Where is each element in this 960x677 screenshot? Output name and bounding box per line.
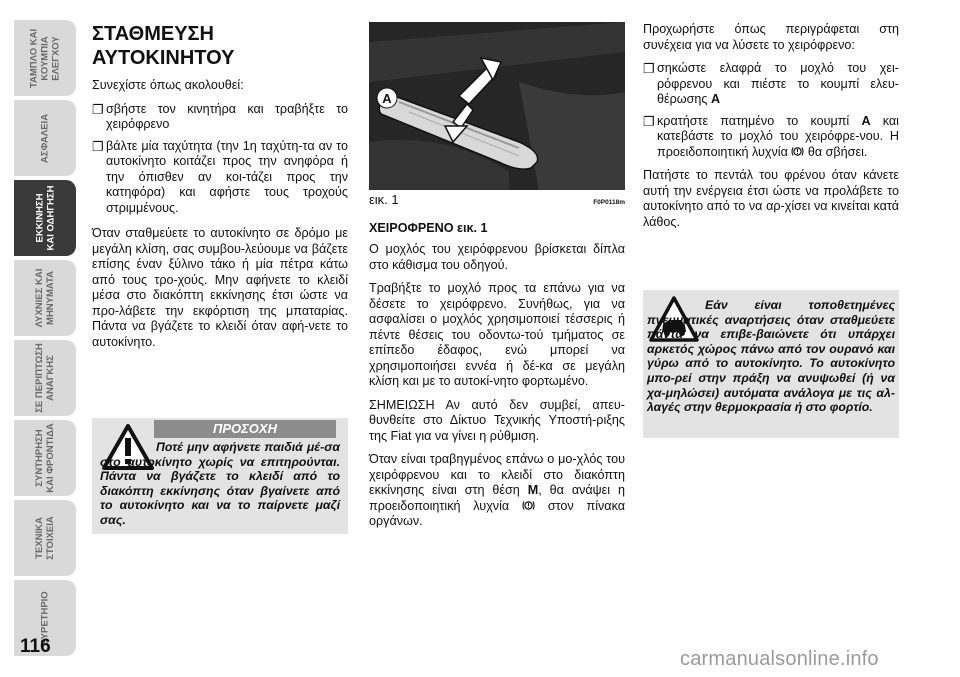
column-handbrake [369,22,625,538]
paragraph: Τραβήξτε το μοχλό προς τα επάνω για να δέσετε το χειρόφρενο. Συνήθως, για να ασφαλίσει ο μοχλός χρησιμοποιεί τέσσερις ή πέντε θέσεις του οδοντω-τού τμήματος σε επίπεδο έδαφος, ενώ μπορεί να χρησιμοποιήσει εννέα ή δέ-κα σε μεγάλη κλίση και με το αυτοκί-νητο φορτωμένο. [369,281,625,388]
list-item: ❐ σηκώστε ελαφρά το μοχλό του χει-ρόφρενου και πιέστε το κουμπί ελευ-θέρωσης A [643,61,899,106]
list-item: ❐ βάλτε μία ταχύτητα (την 1η ταχύτη-τα αν το αυτοκίνητο κοιτάζει προς την ανηφόρα ή την όπισθεν αν κοι-τάζει προς την κατηφόρα) και αφήστε τους τροχούς στριμμένους. [92,138,348,215]
figure-caption-row [369,192,625,211]
watermark: carmanualsonline.info [680,648,879,670]
intro-text: Συνεχίστε όπως ακολουθεί: [92,78,244,92]
tab-safety[interactable]: ΑΣΦΑΛΕΙΑ [14,100,76,176]
figure-caption: εικ. 1 [369,192,399,207]
tab-index[interactable]: ΕΥΡΕΤΗΡΙΟ [14,580,76,656]
warning-header: ΠΡΟΣΟΧΗ [154,420,336,438]
paragraph: Πατήστε το πεντάλ του φρένου όταν κάνετε αυτή την ενέργεια έτσι ώστε να προλάβετε το αυτοκίνητο από το να αρ-χίσει να κινείται κατά λάθος. [643,168,899,229]
tab-technical-data[interactable]: ΤΕΧΝΙΚΑ ΣΤΟΙΧΕΙΑ [14,500,76,576]
paragraph: ΣΗΜΕΙΩΣΗ Αν αυτό δεν συμβεί, απευ-θυνθείτε στο Δίκτυο Τεχνικής Υποστή-ριξης της Fiat για να γίνει η ρύθμιση. [369,397,625,443]
warning-text: Ποτέ μην αφήνετε παιδιά μέ-σα στο αυτοκίνητο χωρίς να επιτηρούνται. Πάντα να βγάζετε το κλειδί από το διακόπτη εκκίνησης όταν βγαίνετε από το αυτοκίνητο και να το παίρνετε μαζί σας. [100,440,340,527]
section-title: ΣΤΑΘΜΕΥΣΗ ΑΥΤΟΚΙΝΗΤΟΥ [92,23,235,69]
tab-emergency[interactable]: ΣΕ ΠΕΡΙΠΤΩΣΗ ΑΝΑΓΚΗΣ [14,340,76,416]
note-text: Εάν είναι τοποθετημένες πνευματικές αναρτήσεις όταν σταθμεύετε πάντα να επιβε-βαιώνετε ότι υπάρχει αρκετός χώρος πάνω από τον ουρανό και γύρω από το αυτοκίνητο. Το αυτοκίνητο μπο-ρεί στην πράξη να ανυψωθεί (ή να χα-μηλώσει) αυτόματα ανάλογα με τις αλ-λαγές στην θερμοκρασία ή στο φορτίο. [647,298,895,415]
air-suspension-note [643,290,899,438]
column-release [643,22,899,238]
tab-maintenance[interactable]: ΣΥΝΤΗΡΗΣΗ ΚΑΙ ΦΡΟΝΤΙΔΑ [14,420,76,496]
list-item: ❐ κρατήστε πατημένο το κουμπί A και κατεβάστε το μοχλό του χειρόφρε-νου. Η προειδοποιητική λυχνία θα σβήσει. [643,113,899,159]
checkbox-bullet-icon: ❐ [643,113,655,129]
list-item: ❐ σβήστε τον κινητήρα και τραβήξτε το χειρόφρενο [92,101,348,131]
subsection-title: ΧΕΙΡΟΦΡΕΝΟ εικ. 1 [369,220,488,235]
paragraph: Όταν σταθμεύετε το αυτοκίνητο σε δρόμο με μεγάλη κλίση, σας συμβου-λεύουμε να βάζετε επίσης έναν ξύλινο τάκο ή μία πέτρα κάτω από τους τρο-χούς. Μην αφήνετε το κλειδί μέσα στο διακόπτη εκκίνησης έτσι ώστε να προ-λάβετε την εκφόρτιση της μπαταρίας. Πάντα να βγάζετε το κλειδί όταν αφή-νετε το αυτοκίνητο. [92,226,348,349]
page-number: 116 [20,636,51,657]
tab-starting-driving[interactable]: ΕΚΚΙΝΗΣΗ ΚΑΙ ΟΔΗΓΗΣΗ [14,180,76,256]
paragraph: Ο μοχλός του χειρόφρενου βρίσκεται δίπλα στο κάθισμα του οδηγού. [369,242,625,272]
column-parking [92,22,348,358]
figure-marker-a: A [382,91,392,106]
checkbox-bullet-icon: ❐ [92,138,104,154]
paragraph: Όταν είναι τραβηγμένος επάνω ο μο-χλός του χειρόφρενου και το κλειδί στο διακόπτη εκκίνησης είναι στη θέση M, θα ανάψει η προειδοποιητική λυχνία στον πίνακα οργάνων. [369,452,625,528]
paragraph: Προχωρήστε όπως περιγράφεται στη συνέχεια για να λύσετε το χειρόφρενο: [643,22,899,52]
brake-warning-light-icon [522,500,535,511]
checkbox-bullet-icon: ❐ [92,101,104,117]
checkbox-bullet-icon: ❐ [643,61,655,76]
brake-warning-light-icon [791,146,804,157]
figure-code: F0P0118m [593,199,625,206]
handbrake-figure [369,22,625,190]
tab-lights-messages[interactable]: ΛΥΧΝΙΕΣ ΚΑΙ ΜΗΝΥΜΑΤΑ [14,260,76,336]
handbrake-illustration [369,22,625,190]
warning-box [92,418,348,534]
tab-dashboard[interactable]: ΤΑΜΠΛΟ ΚΑΙ ΚΟΥΜΠΙΑ ΕΛΕΓΧΟΥ [14,20,76,96]
